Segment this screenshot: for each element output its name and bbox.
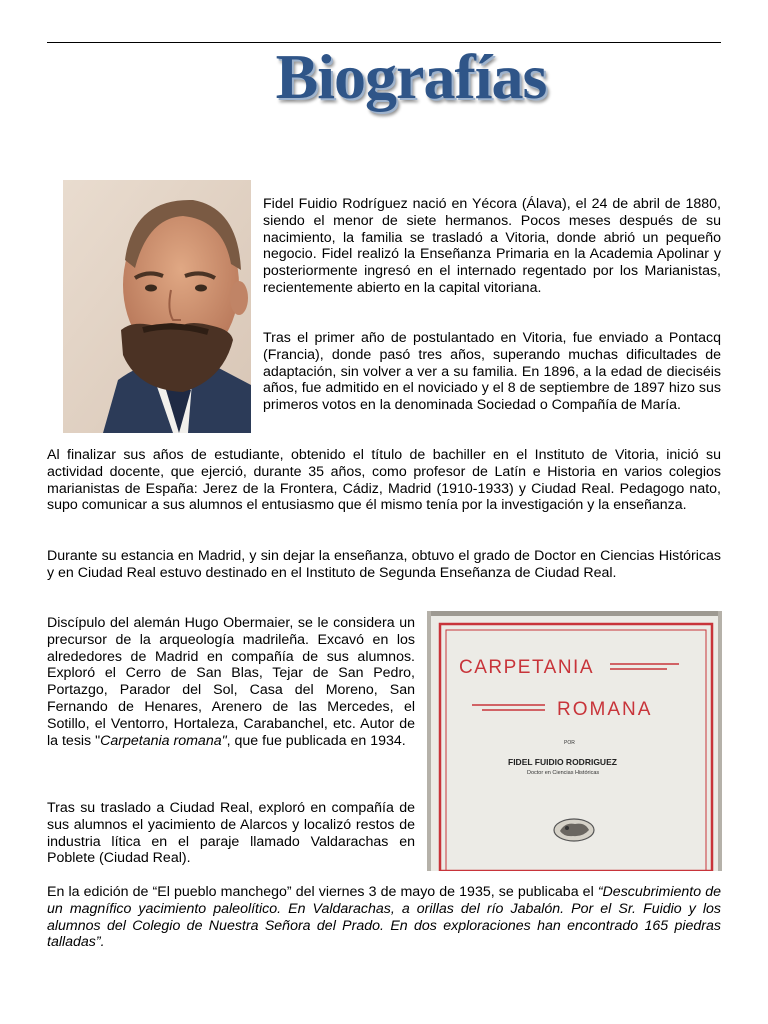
portrait-photo [63, 180, 251, 433]
paragraph-archaeology [47, 615, 415, 749]
coin-emblem-icon [554, 819, 594, 841]
page-title: Biografías [275, 41, 547, 112]
paragraph-novitiate: Tras el primer año de postulantado en Vitoria, fue enviado a Pontacq (Francia), donde pasó tres años, superando muchas dificultades de adaptación, sin volver a ver a su familia. En 1896, a la edad de dieciséis años, fue admitido en el noviciado y el 8 de septiembre de 1897 hizo sus primeros votos en la denominada Sociedad o Compañía de María. [263, 330, 721, 414]
paragraph-teaching: Al finalizar sus años de estudiante, obtenido el título de bachiller en el Instituto de Vitoria, inició su actividad docente, que ejerció, durante 35 años, como profesor de Latín e Historia en varios colegios marianistas de España: Jerez de la Frontera, Cádiz, Madrid (1910-1933) y Ciudad Real. Pedagogo nato, supo comunicar a sus alumnos el entusiasmo que él mismo tenía por la investigación y la enseñanza. [47, 447, 721, 514]
archaeology-text-end: , que fue publicada en 1934. [226, 732, 406, 749]
paragraph-birth: Fidel Fuidio Rodríguez nació en Yécora (Álava), el 24 de abril de 1880, siendo el menor de siete hermanos. Pocos meses después de su nacimiento, la familia se trasladó a Vitoria, donde abrió un pequeño negocio. Fidel realizó la Enseñanza Primaria en la Academia Apolinar y posteriormente ingresó en el internado regentado por los Marianistas, recientemente abierto en la capital vitoriana. [263, 196, 721, 296]
paragraph-alarcos: Tras su traslado a Ciudad Real, exploró en compañía de sus alumnos el yacimiento de Alarcos y localizó restos de industria lítica en el paraje llamado Valdarachas en Poblete (Ciudad Real). [47, 800, 415, 867]
thesis-title: Carpetania romana" [100, 732, 227, 749]
archaeology-text: Discípulo del alemán Hugo Obermaier, se le considera un precursor de la arqueología madrileña. Excavó en los alrededores de Madrid en compañía de sus alumnos. Exploró el Cerro de San Blas, Tejar de San Pedro, Portazgo, Parador del Sol, Casa del Moreno, San Fernando de Henares, Arenero de las Mercedes, el Sotillo, el Ventorro, Hortaleza, Carabanchel, etc. Autor de la tesis " [47, 615, 415, 749]
cover-title-line2: ROMANA [557, 699, 653, 720]
newspaper-text: En la edición de “El pueblo manchego” del viernes 3 de mayo de 1935, se publicaba el [47, 884, 598, 900]
newspaper-quote: “Descubrimiento de un magnífico yacimiento paleolítico. En Valdarachas, a orillas del río Jabalón. Por el Sr. Fuidio y los alumnos del Colegio de Nuestra Señora del Prado. En dos exploraciones han encontrado 165 piedras talladas”. [47, 884, 721, 951]
paragraph-newspaper [47, 884, 721, 951]
cover-author: FIDEL FUIDIO RODRIGUEZ [508, 757, 617, 767]
paragraph-doctorate: Durante su estancia en Madrid, y sin dejar la enseñanza, obtuvo el grado de Doctor en Ciencias Históricas y en Ciudad Real estuvo destinado en el Instituto de Segunda Enseñanza de Ciudad Real. [47, 548, 721, 581]
cover-title-line1: CARPETANIA [459, 657, 595, 678]
cover-degree: Doctor en Ciencias Históricas [527, 770, 600, 776]
cover-por: POR [564, 740, 575, 746]
book-cover-image [427, 611, 722, 871]
